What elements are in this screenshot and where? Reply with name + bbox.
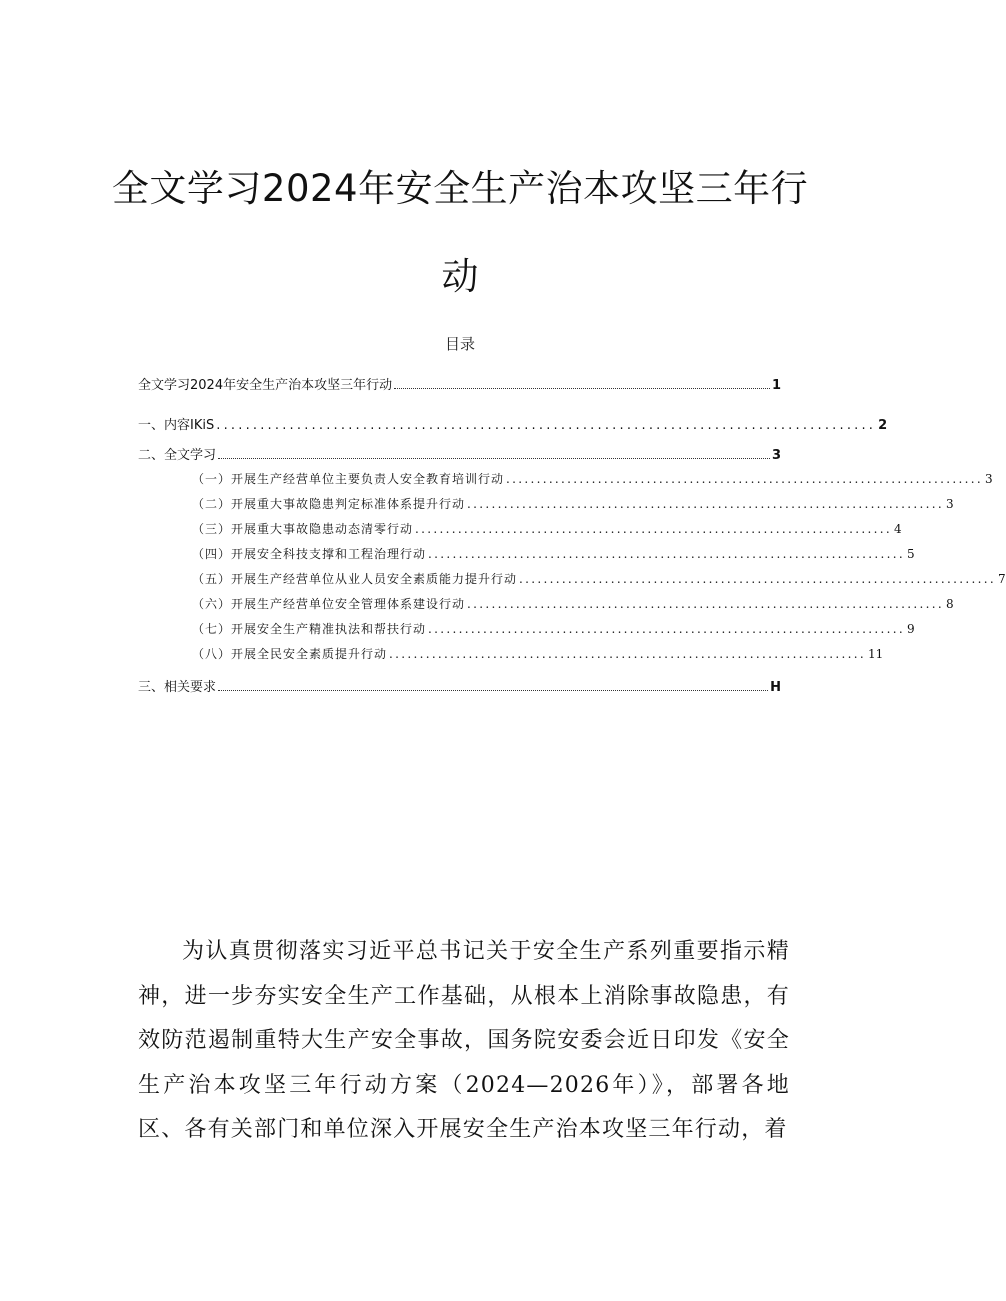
toc-entry-page: 11 bbox=[867, 647, 884, 661]
toc-leader-dots: .............................................................................. bbox=[415, 522, 892, 536]
document-title-line2: 动 bbox=[441, 255, 479, 298]
toc-entry-label: 二、全文学习 bbox=[138, 448, 217, 463]
toc-leader-dots: .............................................................................. bbox=[467, 497, 944, 511]
toc-entry[interactable] bbox=[138, 414, 888, 433]
toc-entry[interactable] bbox=[192, 495, 954, 512]
toc-entry-page: 1 bbox=[771, 378, 781, 393]
toc-entry-page: 8 bbox=[945, 597, 954, 611]
toc-leader-dots bbox=[218, 689, 768, 691]
toc-entry[interactable] bbox=[192, 620, 915, 637]
toc-leader-dots: .............................................................................. bbox=[389, 647, 866, 661]
toc-entry-label: （八）开展全民安全素质提升行动 bbox=[192, 647, 388, 661]
toc-leader-dots: .............................................................................. bbox=[467, 597, 944, 611]
toc-entry[interactable] bbox=[138, 444, 781, 463]
toc-entry-label: （七）开展安全生产精准执法和帮扶行动 bbox=[192, 622, 427, 636]
toc-leader-dots bbox=[218, 457, 770, 459]
document-title-line1: 全文学习2024年安全生产治本攻坚三年行 bbox=[111, 167, 809, 210]
toc-heading: 目录 bbox=[444, 335, 475, 353]
toc-entry[interactable] bbox=[192, 520, 902, 537]
toc-leader-dots: .............................................................................. bbox=[428, 547, 905, 561]
toc-entry-label: 三、相关要求 bbox=[138, 680, 217, 695]
toc-leader-dots: .............................................................................. bbox=[506, 472, 983, 486]
body-paragraph: 为认真贯彻落实习近平总书记关于安全生产系列重要指示精神，进一步夯实安全生产工作基础，从根本上消除事故隐患，有效防范遏制重特大生产安全事故，国务院安委会近日印发《安全生产治本攻坚三年行动方案（2024—2026年）》，部署各地区、各有关部门和单位深入开展安全生产治本攻坚三年行动，着 bbox=[138, 939, 790, 1142]
toc-entry-page: 2 bbox=[878, 418, 888, 433]
toc-entry-label: （五）开展生产经营单位从业人员安全素质能力提升行动 bbox=[192, 572, 518, 586]
toc-entry[interactable] bbox=[192, 470, 993, 487]
toc-entry-label: （二）开展重大事故隐患判定标准体系提升行动 bbox=[192, 497, 466, 511]
toc-entry-page: 3 bbox=[945, 497, 954, 511]
toc-entry-page: 3 bbox=[984, 472, 993, 486]
toc-entry-label: （六）开展生产经营单位安全管理体系建设行动 bbox=[192, 597, 466, 611]
toc-entry[interactable] bbox=[138, 374, 781, 393]
toc-entry-label: 全文学习2024年安全生产治本攻坚三年行动 bbox=[138, 378, 393, 393]
toc-entry-page: 7 bbox=[997, 572, 1006, 586]
toc-entry-label: （一）开展生产经营单位主要负责人安全教育培训行动 bbox=[192, 472, 505, 486]
body-text bbox=[138, 930, 790, 1153]
toc-entry[interactable] bbox=[192, 595, 954, 612]
toc-leader-dots: .............................................................................. bbox=[428, 622, 905, 636]
toc-entry[interactable] bbox=[192, 570, 1006, 587]
toc-entry-label: 一、内容IKiS bbox=[138, 418, 215, 433]
toc-entry-page: 5 bbox=[906, 547, 915, 561]
toc-entry-page: 9 bbox=[906, 622, 915, 636]
toc-entry-label: （三）开展重大事故隐患动态清零行动 bbox=[192, 522, 414, 536]
toc-leader-dots: .............................................................................. bbox=[519, 572, 996, 586]
toc-entry-label: （四）开展安全科技支撑和工程治理行动 bbox=[192, 547, 427, 561]
toc-entry[interactable] bbox=[192, 645, 884, 662]
toc-entry-page: 4 bbox=[893, 522, 902, 536]
toc-entry[interactable] bbox=[192, 545, 915, 562]
toc-entry-page: H bbox=[770, 680, 781, 695]
toc-leader-dots bbox=[394, 387, 770, 389]
toc-entry-page: 3 bbox=[771, 448, 781, 463]
toc-leader-dots: .......................................................................................... bbox=[216, 418, 877, 433]
toc-entry[interactable] bbox=[138, 676, 781, 695]
